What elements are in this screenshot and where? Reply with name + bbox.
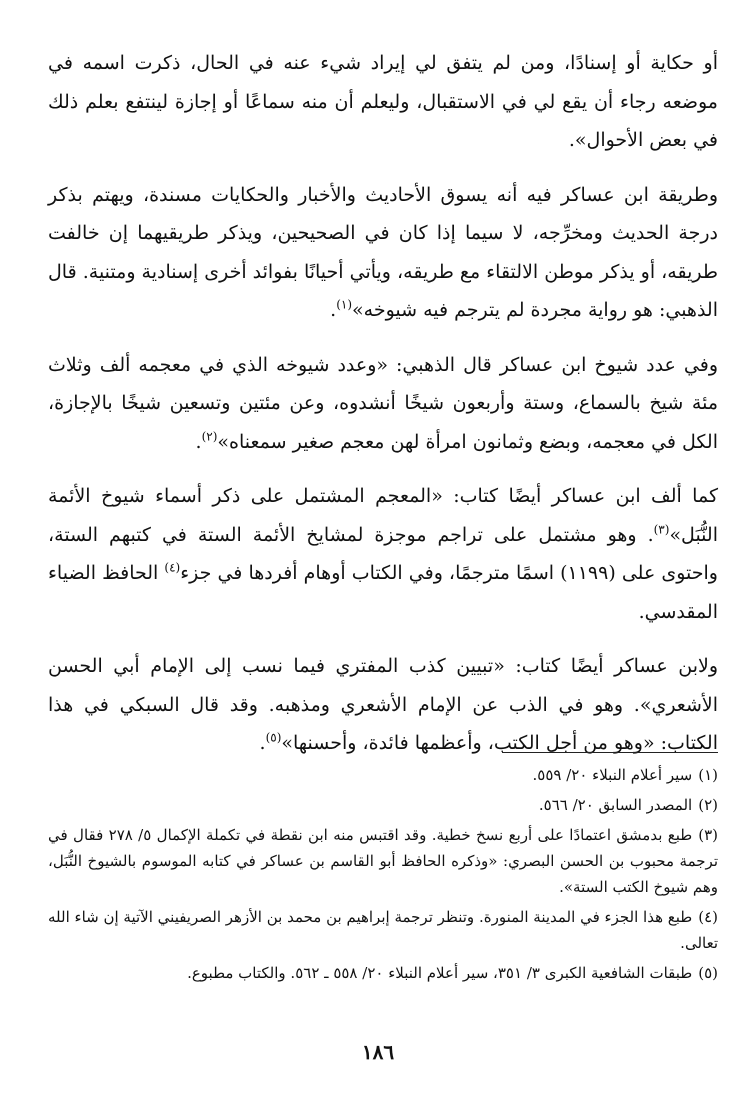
footnote-2-number: (٢) — [698, 796, 718, 814]
paragraph-3-text: وفي عدد شيوخ ابن عساكر قال الذهبي: «وعدد شيوخه الذي في معجمه ألف وثلاث مئة شيخ بالسماع، وستة وأربعون شيخًا أنشدوه، وعن مئتين وتسعين شيخًا بالإجازة، الكل في معجمه، وبضع وثمانون امرأة لهن معجم صغير سمعناه» — [48, 353, 718, 453]
footnote-3-text: طبع بدمشق اعتمادًا على أربع نسخ خطية. وقد اقتبس منه ابن نقطة في تكملة الإكمال ٥/ ٢٧٨ فقال في ترجمة محبوب بن الحسن البصري: «وذكره الحافظ أبو القاسم بن عساكر في كتابه الموسوم بالشيوخ النُّبَل، وهم شيوخ الكتب الستة». — [48, 826, 718, 896]
footnote-2 — [48, 792, 718, 818]
paragraph-2 — [48, 176, 718, 330]
footnote-divider — [502, 752, 718, 753]
paragraph-3 — [48, 346, 718, 462]
footnote-ref-5[interactable]: (٥) — [265, 730, 282, 745]
paragraph-5-tail: . — [259, 732, 266, 754]
footnote-1 — [48, 762, 718, 788]
footnote-1-text: سير أعلام النبلاء ٢٠/ ٥٥٩. — [532, 766, 693, 784]
footnote-5-number: (٥) — [698, 964, 718, 982]
footnote-ref-2[interactable]: (٢) — [201, 429, 218, 444]
footnote-4 — [48, 904, 718, 956]
paragraph-4 — [48, 477, 718, 631]
footnote-ref-3[interactable]: (٣) — [653, 522, 670, 537]
page-number: ١٨٦ — [361, 1040, 395, 1064]
paragraph-1-text: أو حكاية أو إسنادًا، ومن لم يتفق لي إيراد شيء عنه في الحال، ذكرت اسمه في موضعه رجاء أن يقع لي في الاستقبال، وليعلم أن منه سماعًا أو إجازة لينتفع بعلم ذلك في بعض الأحوال». — [48, 52, 718, 151]
footnote-5 — [48, 960, 718, 986]
footnotes — [48, 762, 718, 990]
paragraph-4-middle: . وهو مشتمل على تراجم موجزة لمشايخ الأئمة الستة في كتبهم الستة، واحتوى على (١١٩٩) اسمًا مترجمًا، وفي الكتاب أوهام أفردها في جزء — [48, 523, 718, 584]
footnote-2-text: المصدر السابق ٢٠/ ٥٦٦. — [538, 796, 693, 814]
footnote-ref-4[interactable]: (٤) — [164, 560, 181, 575]
footnote-3-number: (٣) — [698, 826, 718, 844]
paragraph-4-tail: الحافظ الضياء المقدسي. — [48, 562, 718, 623]
footnote-5-text: طبقات الشافعية الكبرى ٣/ ٣٥١، سير أعلام النبلاء ٢٠/ ٥٥٨ ـ ٥٦٢. والكتاب مطبوع. — [187, 964, 693, 982]
paragraph-4-text: كما ألف ابن عساكر أيضًا كتاب: «المعجم المشتمل على ذكر أسماء شيوخ الأئمة النُّبَل» — [48, 485, 718, 546]
paragraph-1 — [48, 44, 718, 160]
paragraph-2-tail: . — [330, 299, 337, 321]
footnote-1-number: (١) — [698, 766, 718, 784]
footnote-4-number: (٤) — [698, 908, 718, 926]
paragraph-5 — [48, 647, 718, 763]
paragraph-3-tail: . — [195, 430, 202, 453]
footnote-4-text: طبع هذا الجزء في المدينة المنورة. وتنظر ترجمة إبراهيم بن محمد بن الأزهر الصريفيني الآتية إن شاء الله تعالى. — [48, 908, 718, 952]
paragraph-2-text: وطريقة ابن عساكر فيه أنه يسوق الأحاديث والأخبار والحكايات مسندة، ويهتم بذكر درجة الحديث ومخرِّجه، لا سيما إذا كان في الصحيحين، ويذكر طريقيهما إن خالفت طريقه، أو يذكر موطن الالتقاء مع طريقه، ويأتي أحيانًا بفوائد أخرى إسنادية ومتنية. قال الذهبي: هو رواية مجردة لم يترجم فيه شيوخه» — [48, 183, 718, 321]
footnote-ref-1[interactable]: (١) — [336, 297, 353, 312]
main-text — [48, 44, 718, 779]
paragraph-5-text: ولابن عساكر أيضًا كتاب: «تبيين كذب المفتري فيما نسب إلى الإمام أبي الحسن الأشعري». وهو في الذب عن الإمام الأشعري ومذهبه. وقد قال السبكي في هذا الكتاب: «وهو من أجل الكتب، وأعظمها فائدة، وأحسنها» — [48, 655, 718, 754]
footnote-3 — [48, 822, 718, 900]
